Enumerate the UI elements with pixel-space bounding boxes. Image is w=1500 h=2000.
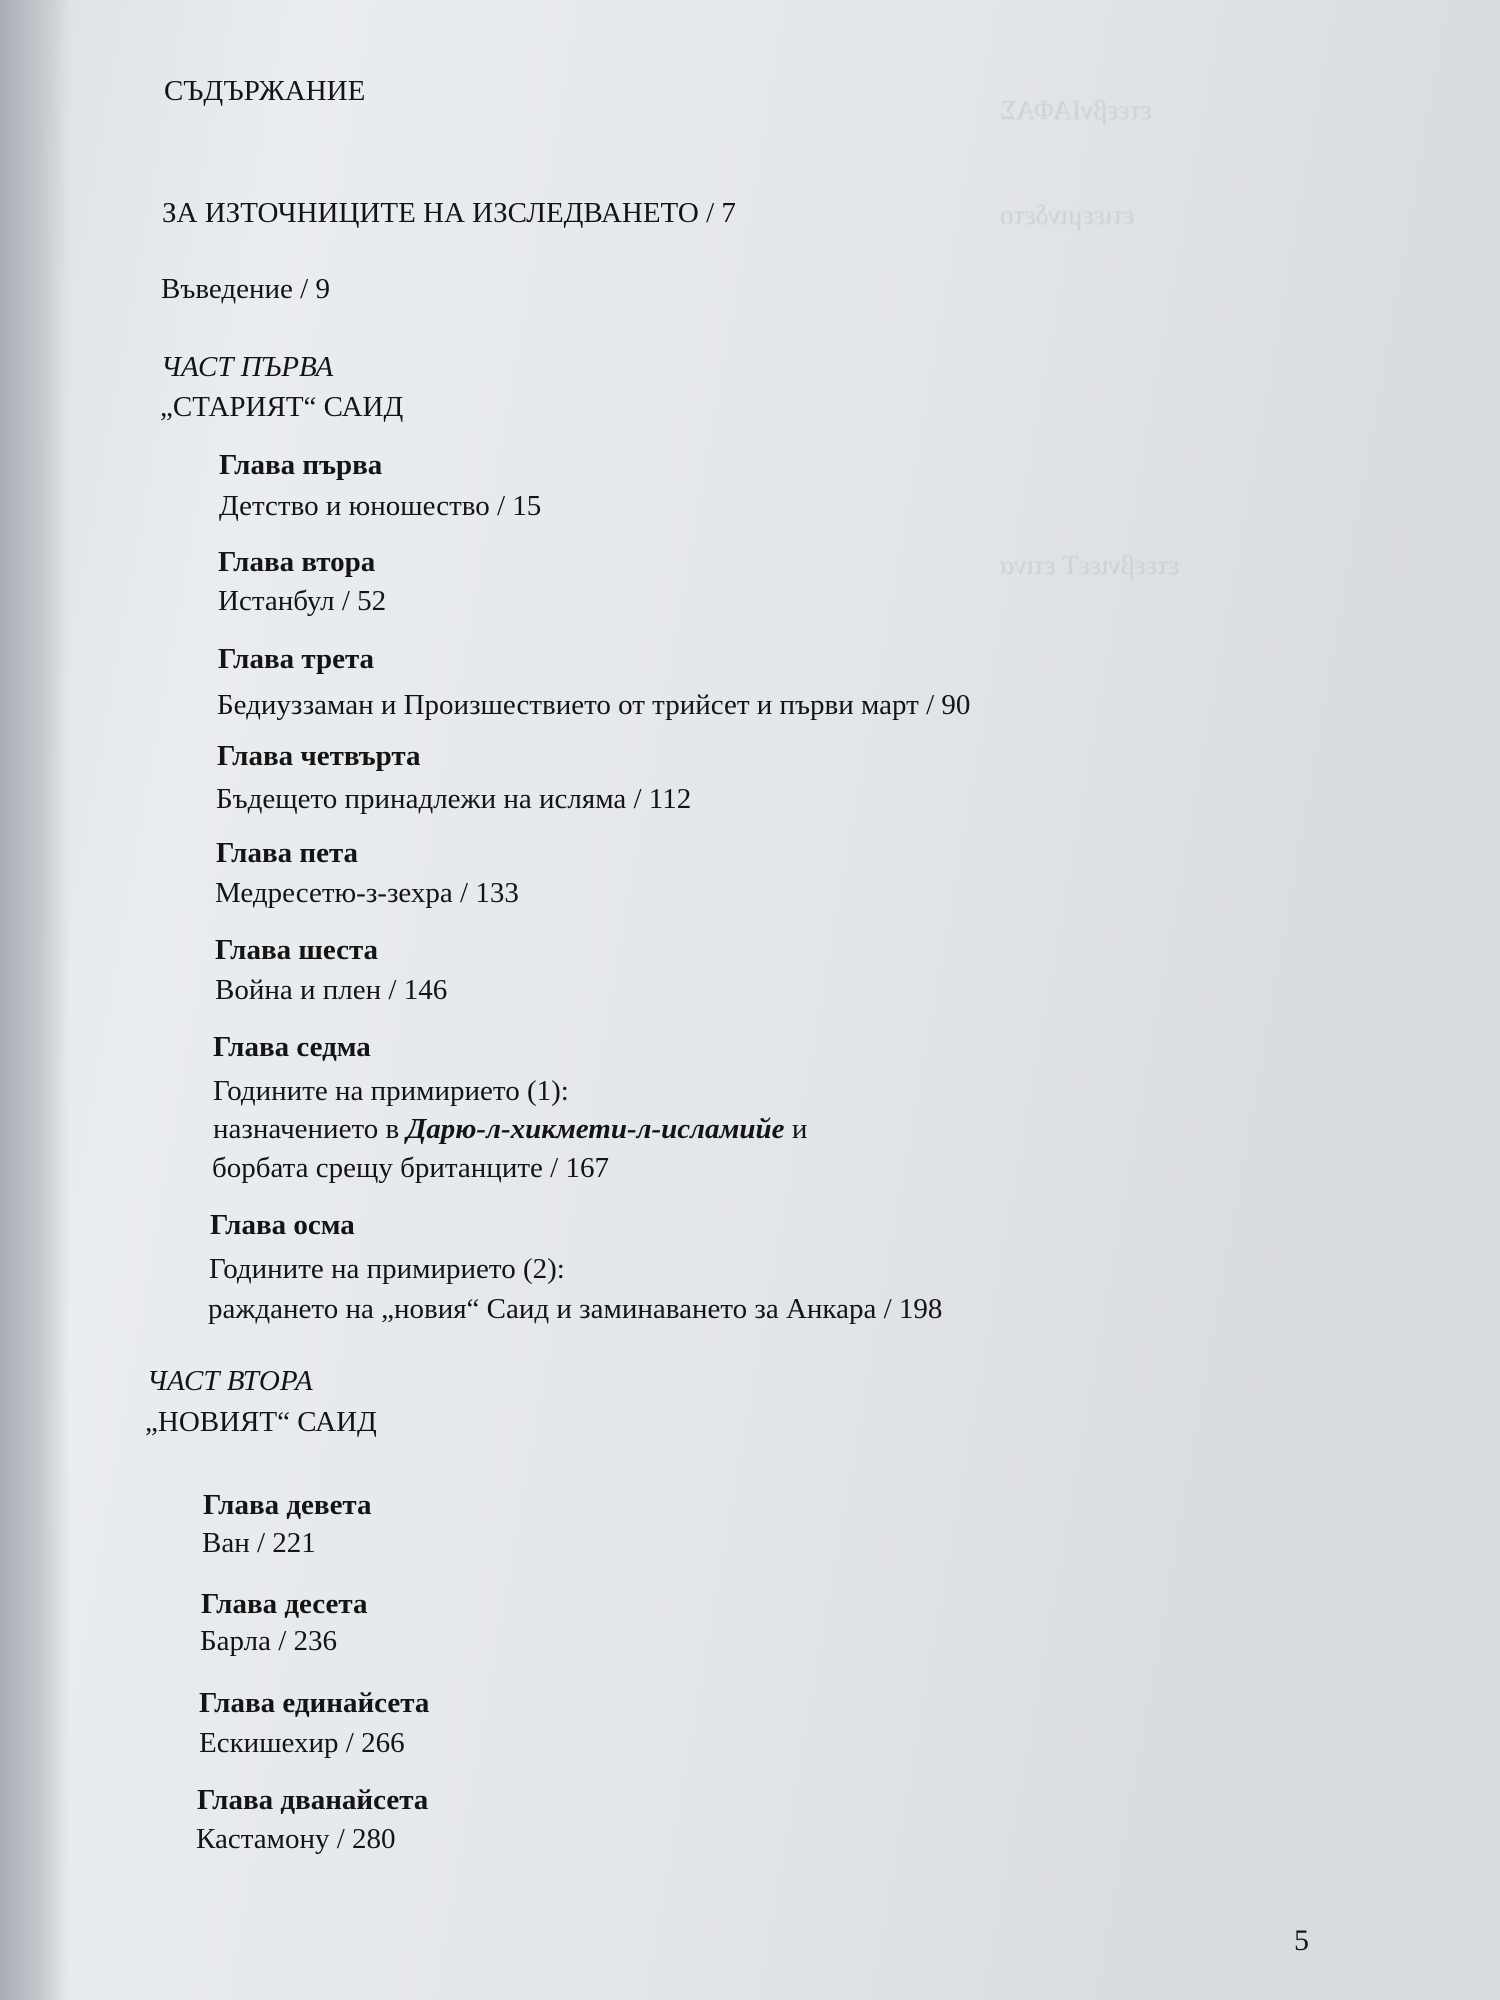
chapter-4-entry: Бъдещето принадлежи на исляма / 112 [216, 783, 692, 815]
chapter-11-title: Глава единайсета [199, 1687, 430, 1719]
chapter-4-title: Глава четвърта [217, 740, 421, 772]
chapter-8-line-2: раждането на „новия“ Саид и заминаването за Анкара / 198 [208, 1293, 943, 1325]
chapter-6-title: Глава шеста [215, 934, 379, 966]
chapter-5-title: Глава пета [216, 837, 359, 869]
part-two-title: „НОВИЯТ“ САИД [145, 1406, 377, 1438]
bleed-through-text: ετεεβνιεεΤ ετινα [1000, 550, 1180, 580]
chapter-2-title: Глава втора [218, 546, 376, 578]
chapter-7-line-2-b: и [784, 1113, 808, 1145]
chapter-11-entry: Ескишехир / 266 [199, 1727, 405, 1759]
toc-intro-entry: Въведение / 9 [161, 273, 330, 305]
chapter-10-title: Глава десета [201, 1588, 368, 1620]
chapter-5-entry: Медресетю-з-зехра / 133 [215, 877, 519, 909]
toc-sources-entry: ЗА ИЗТОЧНИЦИТЕ НА ИЗСЛЕДВАНЕТО / 7 [162, 197, 736, 229]
chapter-7-line-2-a: назначението в [213, 1113, 407, 1145]
chapter-9-entry: Ван / 221 [202, 1527, 316, 1559]
part-one-label: ЧАСТ ПЪРВА [161, 351, 334, 383]
chapter-3-entry: Бедиуззаман и Произшествието от трийсет и първи март / 90 [217, 689, 971, 721]
bleed-through-text: ετεεβνΙΑΦΑΣ [1000, 95, 1152, 125]
chapter-7-title: Глава седма [213, 1031, 371, 1063]
chapter-12-entry: Кастамону / 280 [196, 1823, 396, 1855]
chapter-7-line-1: Годините на примирието (1): [213, 1075, 569, 1107]
chapter-8-title: Глава осма [210, 1209, 355, 1241]
chapter-12-title: Глава дванайсета [197, 1784, 429, 1816]
bleed-through-text: ετιεεμινδετο [1000, 200, 1135, 230]
part-two-label: ЧАСТ ВТОРА [147, 1365, 313, 1397]
chapter-7-line-2 [213, 1112, 807, 1146]
chapter-2-entry: Истанбул / 52 [218, 585, 387, 617]
chapter-1-title: Глава първа [219, 449, 383, 481]
chapter-6-entry: Война и плен / 146 [215, 974, 448, 1006]
chapter-9-title: Глава девета [203, 1489, 372, 1521]
chapter-8-line-1: Годините на примирието (2): [209, 1253, 565, 1285]
part-one-title: „СТАРИЯТ“ САИД [160, 391, 404, 423]
chapter-1-entry: Детство и юношество / 15 [219, 490, 542, 522]
chapter-10-entry: Барла / 236 [200, 1625, 338, 1657]
toc-heading: СЪДЪРЖАНИЕ [164, 75, 366, 107]
chapter-3-title: Глава трета [218, 643, 375, 675]
chapter-7-institution-name: Дарю-л-хикмети-л-исламийе [406, 1113, 785, 1145]
page-number: 5 [1294, 1924, 1309, 1957]
chapter-7-line-3: борбата срещу британците / 167 [212, 1152, 609, 1184]
